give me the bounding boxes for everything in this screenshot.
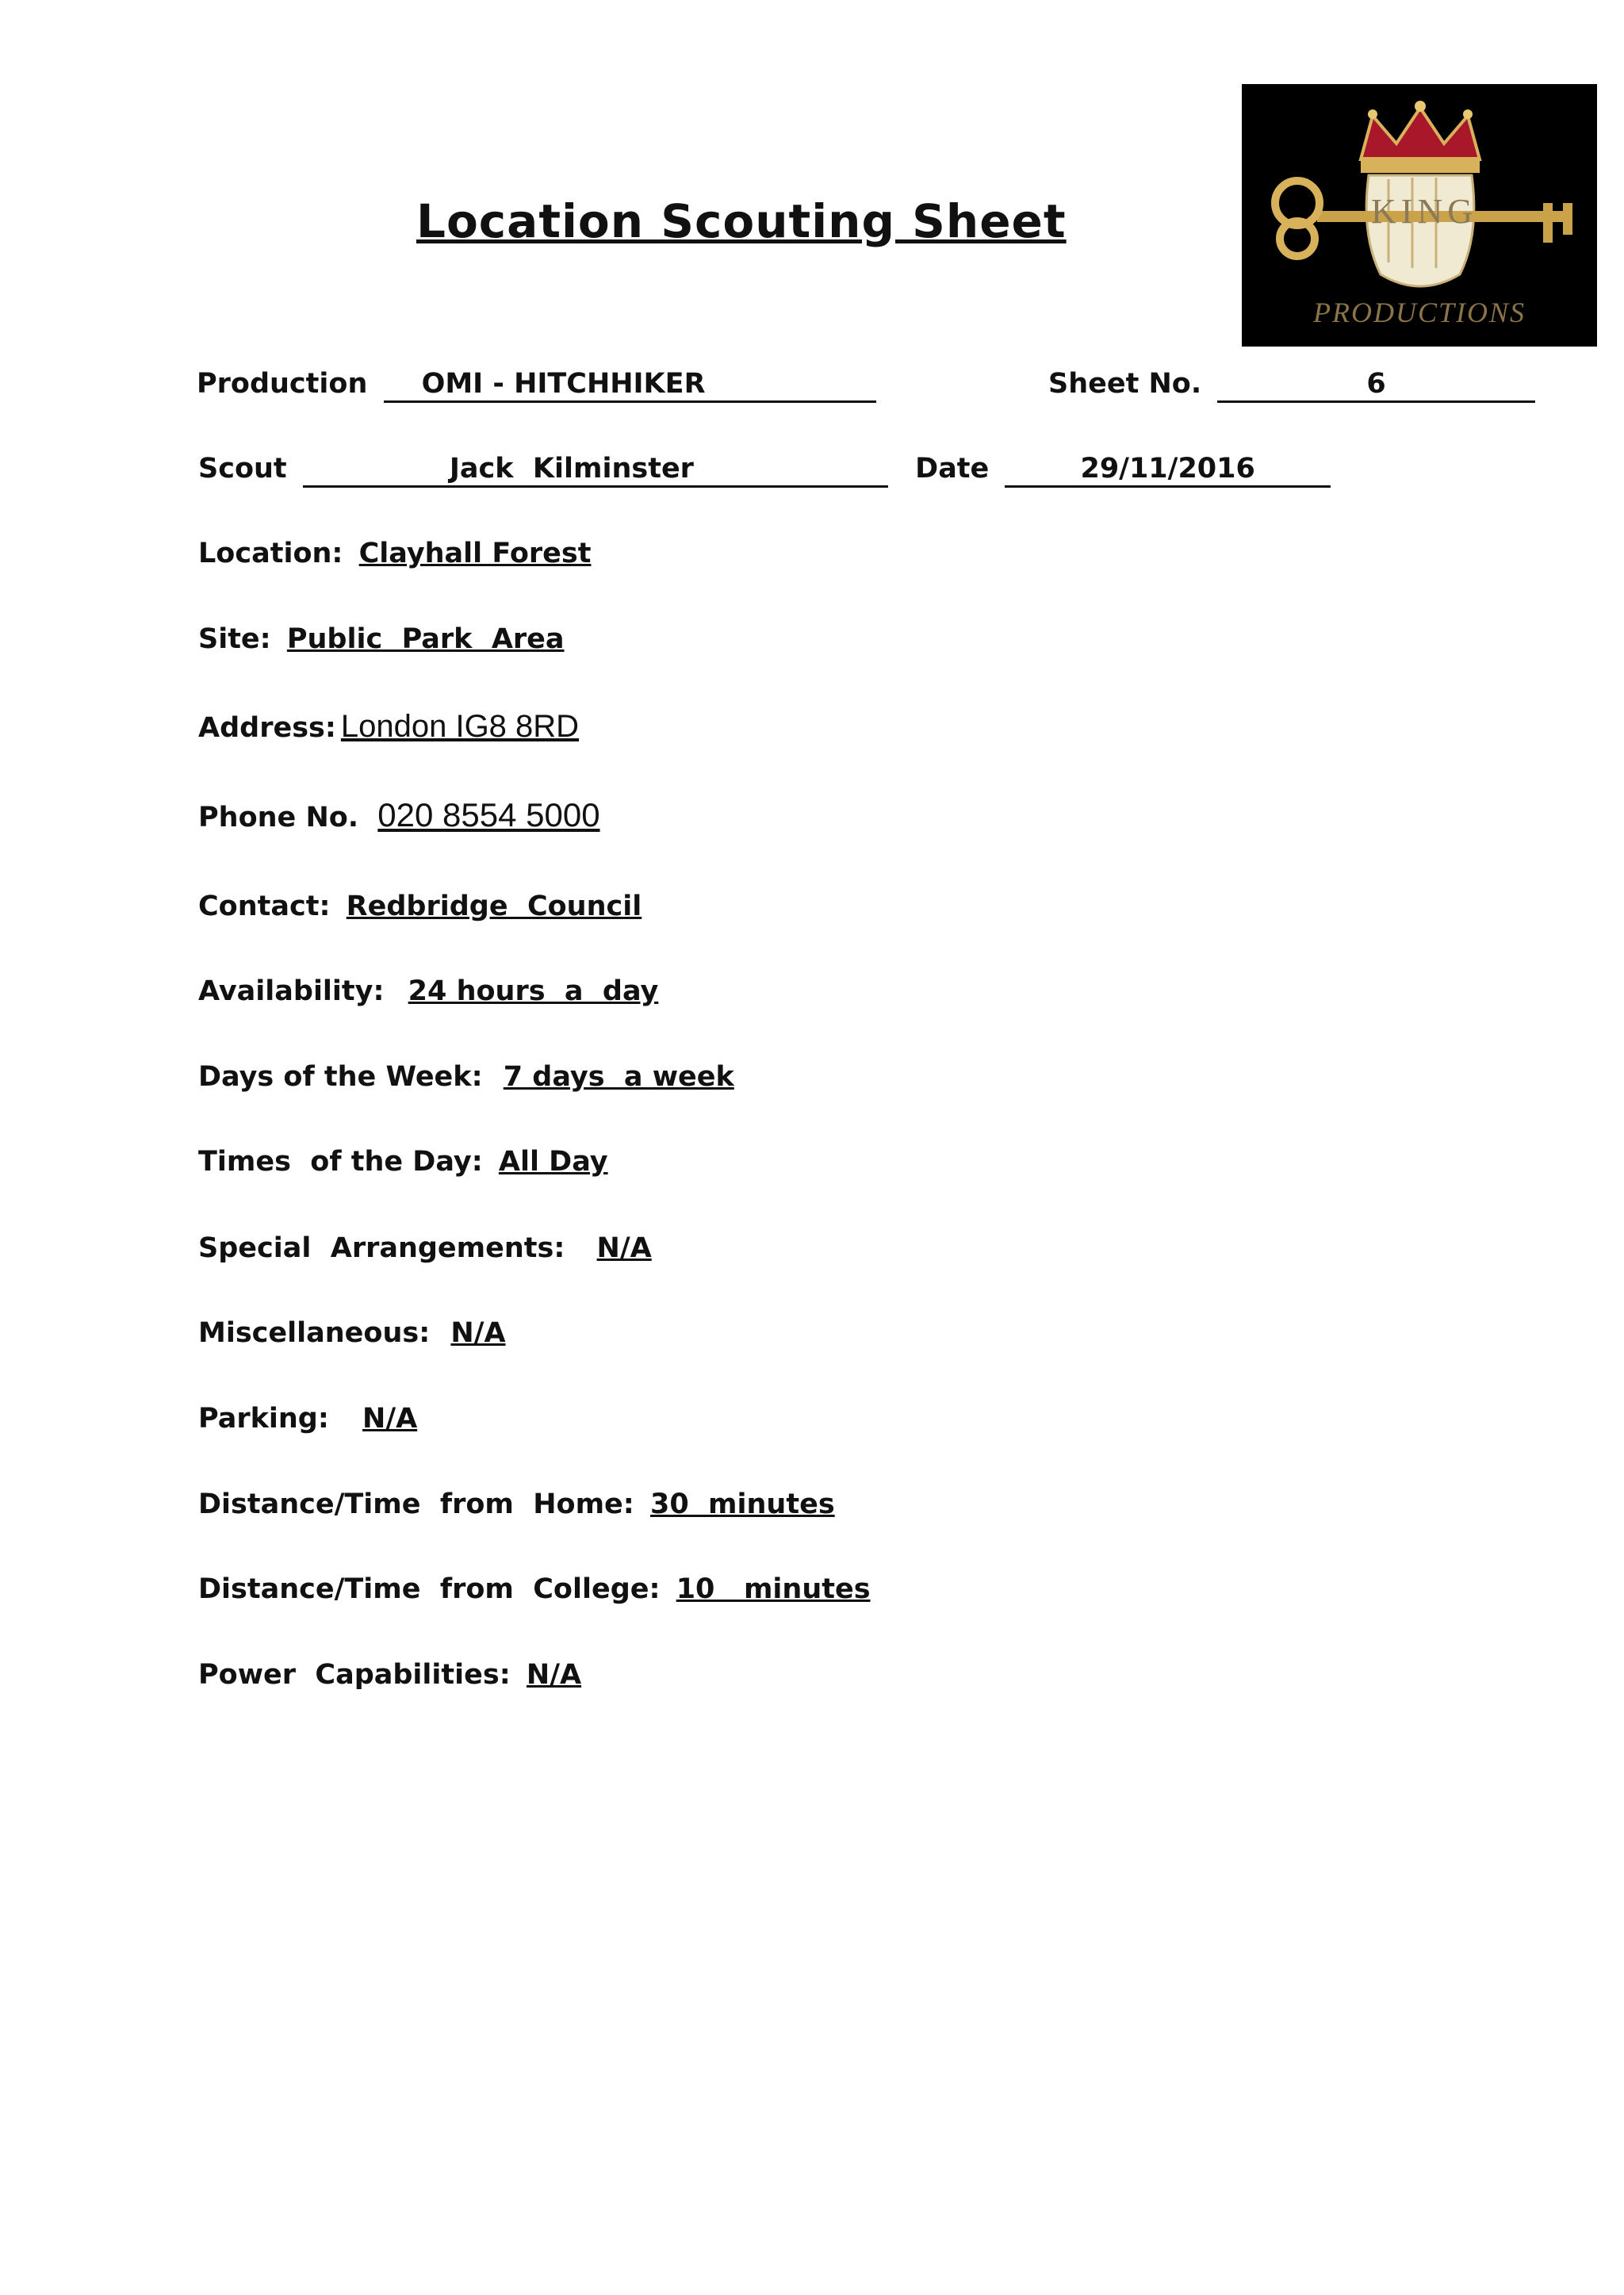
sheet-no-field (1217, 368, 1534, 403)
phone-row (198, 795, 600, 835)
page-title: Location Scouting Sheet (416, 194, 1067, 248)
power-label: Power Capabilities: (198, 1659, 511, 1691)
scout-field (303, 453, 888, 488)
distance-college-value: 10 minutes (676, 1573, 871, 1605)
distance-home-row (198, 1488, 835, 1521)
miscellaneous-value: N/A (450, 1317, 506, 1349)
production-row (197, 367, 876, 400)
special-arrangements-value: N/A (596, 1232, 652, 1264)
special-arrangements-label: Special Arrangements: (198, 1232, 565, 1264)
date-label: Date (915, 453, 990, 485)
address-label: Address: (198, 712, 336, 744)
logo-king-text: KING (1371, 192, 1477, 231)
days-value: 7 days a week (503, 1061, 734, 1093)
times-row (198, 1145, 608, 1178)
miscellaneous-row (198, 1316, 506, 1350)
distance-college-label: Distance/Time from College: (198, 1573, 661, 1605)
power-row (198, 1658, 581, 1692)
site-label: Site: (198, 623, 271, 655)
date-field (1005, 453, 1330, 488)
parking-value: N/A (362, 1403, 418, 1435)
address-value: London IG8 8RD (340, 709, 580, 744)
days-row (198, 1060, 734, 1094)
scout-row (198, 452, 1331, 485)
availability-value: 24 hours a day (408, 975, 659, 1007)
sheet-no-label: Sheet No. (1048, 368, 1202, 400)
site-value: Public Park Area (286, 623, 565, 655)
scout-value: Jack Kilminster (449, 453, 694, 485)
distance-home-label: Distance/Time from Home: (198, 1488, 634, 1520)
contact-row (198, 890, 642, 923)
location-label: Location: (198, 538, 343, 569)
location-row (198, 537, 591, 570)
date-value: 29/11/2016 (1080, 453, 1255, 485)
phone-label: Phone No. (198, 802, 359, 833)
power-value: N/A (526, 1659, 582, 1691)
availability-row (198, 975, 658, 1008)
parking-label: Parking: (198, 1403, 329, 1435)
location-value: Clayhall Forest (358, 538, 592, 569)
distance-college-row (198, 1573, 871, 1606)
miscellaneous-label: Miscellaneous: (198, 1317, 431, 1349)
address-row (198, 707, 579, 745)
times-value: All Day (498, 1146, 608, 1178)
special-arrangements-row (198, 1232, 652, 1265)
sheet-no-row (1048, 367, 1535, 400)
parking-row (198, 1402, 417, 1435)
distance-home-value: 30 minutes (649, 1488, 835, 1520)
logo-productions-text: PRODUCTIONS (1312, 297, 1526, 328)
phone-value: 020 8554 5000 (377, 796, 600, 833)
sheet-no-value: 6 (1366, 368, 1386, 400)
production-label: Production (197, 368, 368, 400)
production-value: OMI - HITCHHIKER (421, 368, 706, 400)
times-label: Times of the Day: (198, 1146, 483, 1178)
days-label: Days of the Week: (198, 1061, 483, 1093)
production-field (384, 368, 876, 403)
contact-label: Contact: (198, 891, 331, 922)
site-row (198, 623, 565, 656)
contact-value: Redbridge Council (346, 891, 642, 922)
scout-label: Scout (198, 453, 287, 485)
availability-label: Availability: (198, 975, 385, 1007)
crown-fist-key-logo-icon (1242, 84, 1597, 347)
logo (1242, 84, 1597, 347)
